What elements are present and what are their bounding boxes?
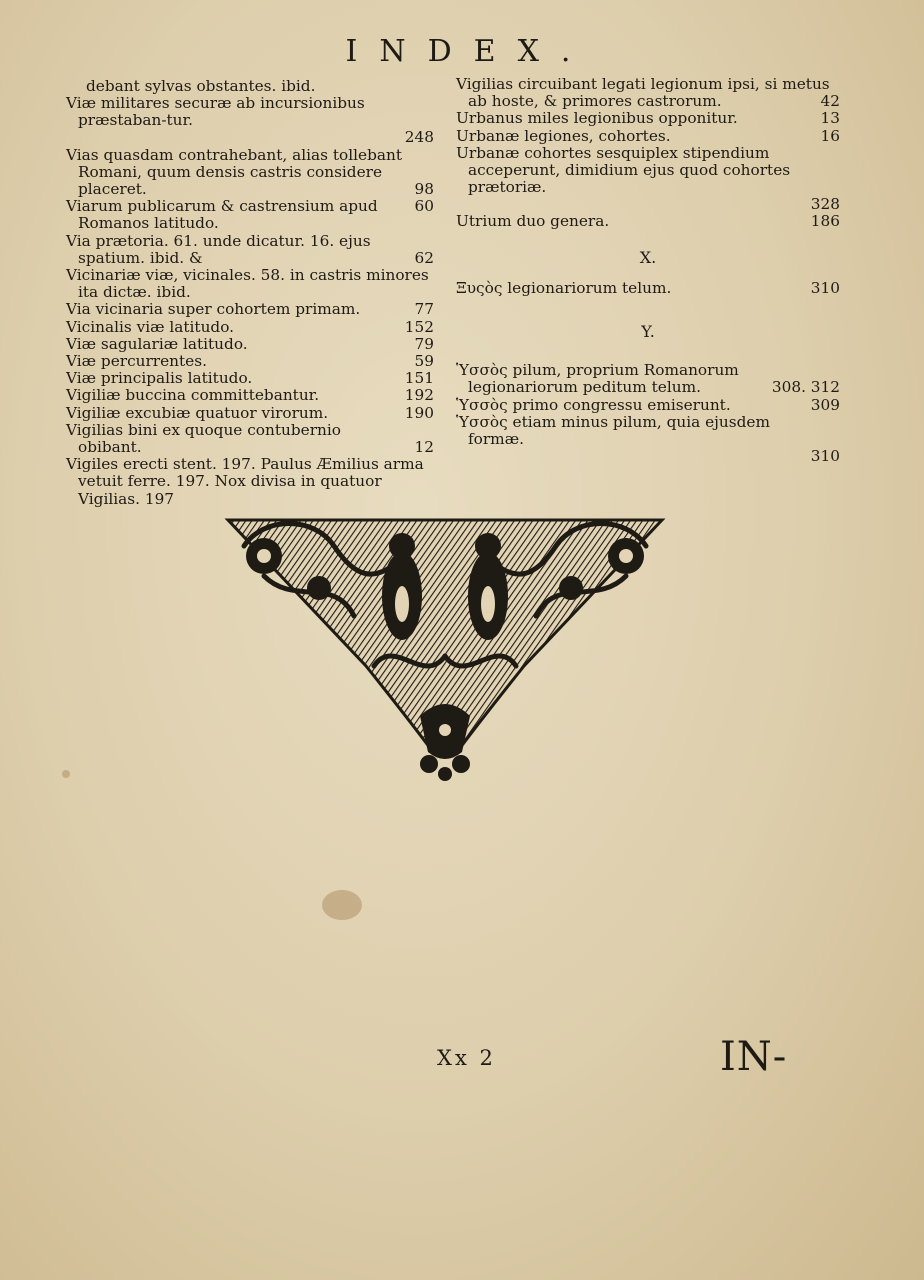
entry-page: 98 [414,180,434,199]
entry-text: Vicinalis viæ latitudo. [66,317,235,336]
index-entry [66,198,434,232]
index-entry [456,145,840,214]
index-entry [66,387,434,404]
entry-page: 308. 312 [771,378,840,397]
entry-text: Urbanæ cohortes sesquiplex stipendium acceperunt, dimidium ejus quod cohortes prætoriæ. [456,143,791,197]
entry-text: Viæ principalis latitudo. [66,369,253,388]
entry-text: Viæ percurrentes. [66,352,207,371]
left-index-column [66,78,434,508]
entry-text: Urbanæ legiones, cohortes. [456,126,671,145]
entry-page: 151 [404,369,434,388]
entry-page: 13 [820,109,840,128]
floral-tailpiece-ornament-icon [224,516,666,782]
index-entry [66,422,434,456]
index-entry [456,110,840,127]
entry-page: 186 [810,212,840,231]
entry-page: 79 [414,334,434,353]
entry-text: Vias quasdam contrahebant, alias tollebant Romani, quum densis castris considere placeret. [66,145,402,199]
index-entry [456,213,840,230]
index-entry [66,405,434,422]
entry-text: debant sylvas obstantes. ibid. [86,77,316,95]
index-entry [456,76,840,110]
entry-text: Vigilias bini ex quoque contubernio obibant. [66,420,341,457]
entry-page: 328 [810,195,840,214]
entry-text: Ὑσσὸς primo congressu emiserunt. [456,395,731,414]
entry-page: 59 [414,352,434,371]
entry-page: 309 [810,395,840,414]
page-title: INDEX. [345,34,593,69]
index-entry [66,147,434,199]
index-entry [66,233,434,267]
index-entry [456,362,840,396]
entry-text: Viæ sagulariæ latitudo. [66,334,248,353]
entry-page: 12 [414,438,434,457]
catchword: IN- [720,1034,788,1080]
paper-stain [322,890,362,920]
index-entry [66,370,434,387]
index-entry [66,456,434,508]
signature-mark: Xx 2 [437,1046,496,1070]
entry-text: Via vicinaria super cohortem primam. [66,300,361,319]
entry-text: Vicinariæ viæ, vicinales. 58. in castris minores ita dictæ. ibid. [66,266,429,302]
entry-text: Ξυςὸς legionariorum telum. [456,278,672,297]
entry-page: 42 [820,92,840,111]
entry-page: 60 [414,197,434,216]
entry-text: Viæ militares securæ ab incursionibus præstaban-tur. [66,94,365,130]
index-entry [456,128,840,145]
right-index-column [456,76,840,465]
entry-text: Via prætoria. 61. unde dicatur. 16. ejus spatium. ibid. & [66,231,371,267]
entry-page: 77 [414,300,434,319]
entry-page: 192 [404,386,434,405]
entry-page: 310 [810,447,840,466]
entry-text: Ὑσσὸς pilum, proprium Romanorum legionariorum peditum telum. [456,361,739,397]
entry-page: 16 [820,126,840,145]
entry-page: 310 [810,278,840,297]
index-entry [456,280,840,297]
entry-page: 62 [414,248,434,267]
entry-page: 248 [404,128,434,147]
entry-text: Utrium duo genera. [456,212,610,231]
entry-text: Vigilias circuibant legati legionum ipsi, si metus ab hoste, & primores castrorum. [456,75,830,111]
index-entry [66,353,434,370]
index-entry [456,414,840,465]
entry-text: Vigiliæ buccina committebantur. [66,386,320,405]
entry-text: Ὑσσὸς etiam minus pilum, quia ejusdem formæ. [456,412,770,449]
index-entry [66,336,434,353]
section-heading-x: X. [639,247,657,267]
index-entry [456,397,840,414]
index-entry [66,78,434,95]
paper-stain [62,770,70,778]
entry-text: Vigiles erecti stent. 197. Paulus Æmilius arma vetuit ferre. 197. Nox divisa in quatuor Vigilias. 197 [66,455,424,508]
entry-page: 152 [404,317,434,336]
section-heading-y: Y. [641,322,655,342]
entry-text: Urbanus miles legionibus opponitur. [456,109,738,128]
entry-text: Viarum publicarum & castrensium apud Romanos latitudo. [66,197,378,233]
index-entry [66,267,434,301]
entry-page: 190 [404,403,434,422]
index-entry [66,95,434,146]
index-entry [66,301,434,318]
index-entry [66,319,434,336]
entry-text: Vigiliæ excubiæ quatuor virorum. [66,403,329,422]
